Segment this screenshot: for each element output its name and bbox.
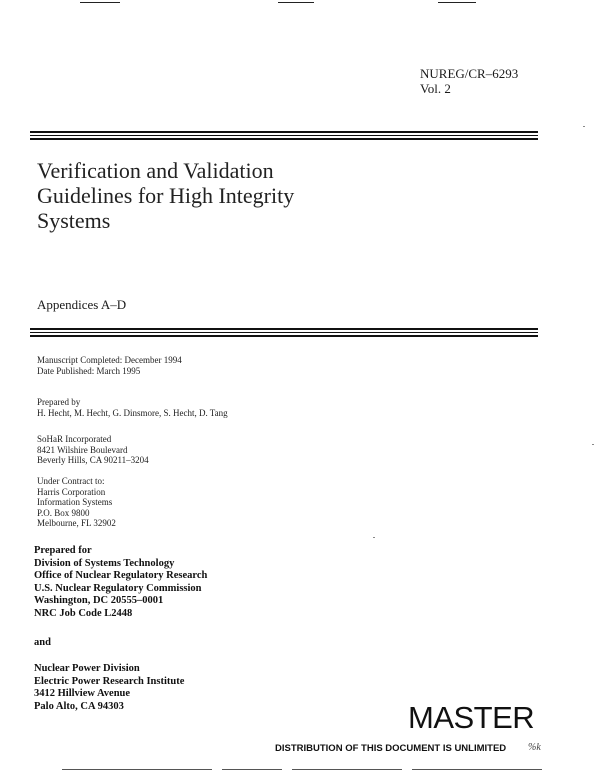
scan-mark xyxy=(292,769,402,770)
date-published: Date Published: March 1995 xyxy=(37,365,141,376)
under-contract-block xyxy=(37,476,116,529)
report-identifier xyxy=(420,66,518,96)
scan-mark xyxy=(438,2,476,3)
title-line: Systems xyxy=(37,208,111,233)
address-line: Information Systems xyxy=(37,497,113,507)
prepared-for-line: NRC Job Code L2448 xyxy=(34,607,133,619)
manuscript-completed: Manuscript Completed: December 1994 xyxy=(37,355,182,365)
address-line: Melbourne, FL 32902 xyxy=(37,518,116,528)
handwritten-initials: %k xyxy=(528,742,541,753)
master-stamp: MASTER xyxy=(408,700,535,735)
address-line: SoHaR Incorporated xyxy=(37,434,112,444)
title-line: Guidelines for High Integrity xyxy=(37,183,295,208)
scan-speck xyxy=(592,444,594,445)
address-line: Harris Corporation xyxy=(37,486,106,497)
prepared-for-block xyxy=(34,545,207,620)
document-subtitle: Appendices A–D xyxy=(37,297,127,312)
scan-speck xyxy=(583,126,585,127)
scan-mark xyxy=(278,2,314,3)
epri-block xyxy=(34,663,184,713)
epri-line: Palo Alto, CA 94303 xyxy=(34,700,124,712)
scan-mark xyxy=(80,2,120,3)
prepared-for-line: Office of Nuclear Regulatory Research xyxy=(34,570,208,581)
prepared-by-block xyxy=(37,397,228,418)
document-title xyxy=(37,158,294,233)
title-line: Verification and Validation xyxy=(37,158,274,183)
prepared-for-line: Division of Systems Technology xyxy=(34,557,175,569)
scan-mark xyxy=(412,769,542,770)
prepared-for-line: U.S. Nuclear Regulatory Commission xyxy=(34,582,202,594)
address-line: 8421 Wilshire Boulevard xyxy=(37,444,128,455)
prepared-for-line: Washington, DC 20555–0001 xyxy=(34,595,164,606)
authors: H. Hecht, M. Hecht, G. Dinsmore, S. Hecht, D. Tang xyxy=(37,407,228,418)
epri-line: Electric Power Research Institute xyxy=(34,675,185,687)
volume-number: Vol. 2 xyxy=(420,81,451,96)
top-rule xyxy=(30,131,538,142)
address-line: P.O. Box 9800 xyxy=(37,507,90,518)
prepared-by-label: Prepared by xyxy=(37,397,81,407)
and-conjunction: and xyxy=(34,637,51,648)
scan-mark xyxy=(62,769,212,770)
address-line: Beverly Hills, CA 90211–3204 xyxy=(37,455,149,465)
prepared-for-line: Prepared for xyxy=(34,545,92,556)
contractor-address xyxy=(37,434,149,466)
scan-speck xyxy=(373,537,375,538)
scan-mark xyxy=(222,769,282,770)
middle-rule xyxy=(30,328,538,339)
dates-block xyxy=(37,355,182,376)
epri-line: 3412 Hillview Avenue xyxy=(34,688,131,699)
report-number: NUREG/CR–6293 xyxy=(420,66,519,81)
address-line: Under Contract to: xyxy=(37,476,105,486)
epri-line: Nuclear Power Division xyxy=(34,663,140,674)
distribution-statement: DISTRIBUTION OF THIS DOCUMENT IS UNLIMITED xyxy=(275,743,507,754)
